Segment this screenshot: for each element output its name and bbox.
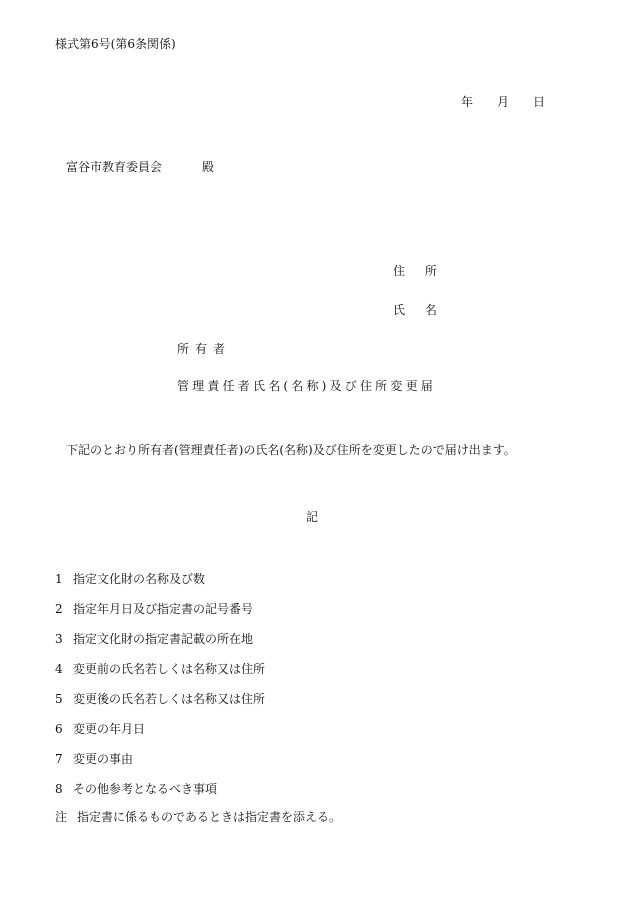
date-line [461,96,545,108]
item-number: 4 [55,662,63,676]
note [55,811,341,823]
item-text: その他参考となるべき事項 [73,782,218,796]
form-number: 様式第6号(第6条関係) [55,37,176,51]
list-item [55,693,265,723]
item-text: 変更後の氏名若しくは名称又は住所 [73,692,266,706]
item-text: 指定文化財の指定書記載の所在地 [73,632,254,646]
note-mark: 注 [55,810,68,824]
date-day: 日 [533,95,546,109]
item-number: 6 [55,722,63,736]
list-item [55,783,265,813]
ki-heading: 記 [306,510,319,524]
list-item [55,663,265,693]
item-number: 7 [55,752,63,766]
note-text: 指定書に係るものであるときは指定書を添える。 [77,810,342,824]
item-number: 5 [55,692,63,706]
item-text: 変更前の氏名若しくは名称又は住所 [73,662,266,676]
addressee-honorific: 殿 [202,160,215,174]
statement-text: 下記のとおり所有者(管理責任者)の氏名(名称)及び住所を変更したので届け出ます。 [66,443,516,457]
item-text: 変更の年月日 [73,722,146,736]
applicant-name-label: 氏 名 [393,303,445,317]
item-text: 指定年月日及び指定書の記号番号 [73,602,254,616]
item-number: 8 [55,782,63,796]
item-number: 1 [55,572,63,586]
form-title: 管理責任者氏名(名称)及び住所変更届 [177,379,436,393]
addressee [66,161,214,173]
list-item [55,723,265,753]
item-number: 3 [55,632,63,646]
addressee-name: 富谷市教育委員会 [66,160,163,174]
applicant-address-label: 住 所 [393,264,445,278]
list-item [55,603,265,633]
date-year: 年 [461,95,474,109]
item-text: 変更の事由 [73,752,134,766]
date-month: 月 [497,95,510,109]
list-item [55,753,265,783]
list-item [55,573,265,603]
item-text: 指定文化財の名称及び数 [73,572,206,586]
item-number: 2 [55,602,63,616]
role-owner: 所有者 [177,342,232,356]
item-list [55,573,265,813]
list-item [55,633,265,663]
